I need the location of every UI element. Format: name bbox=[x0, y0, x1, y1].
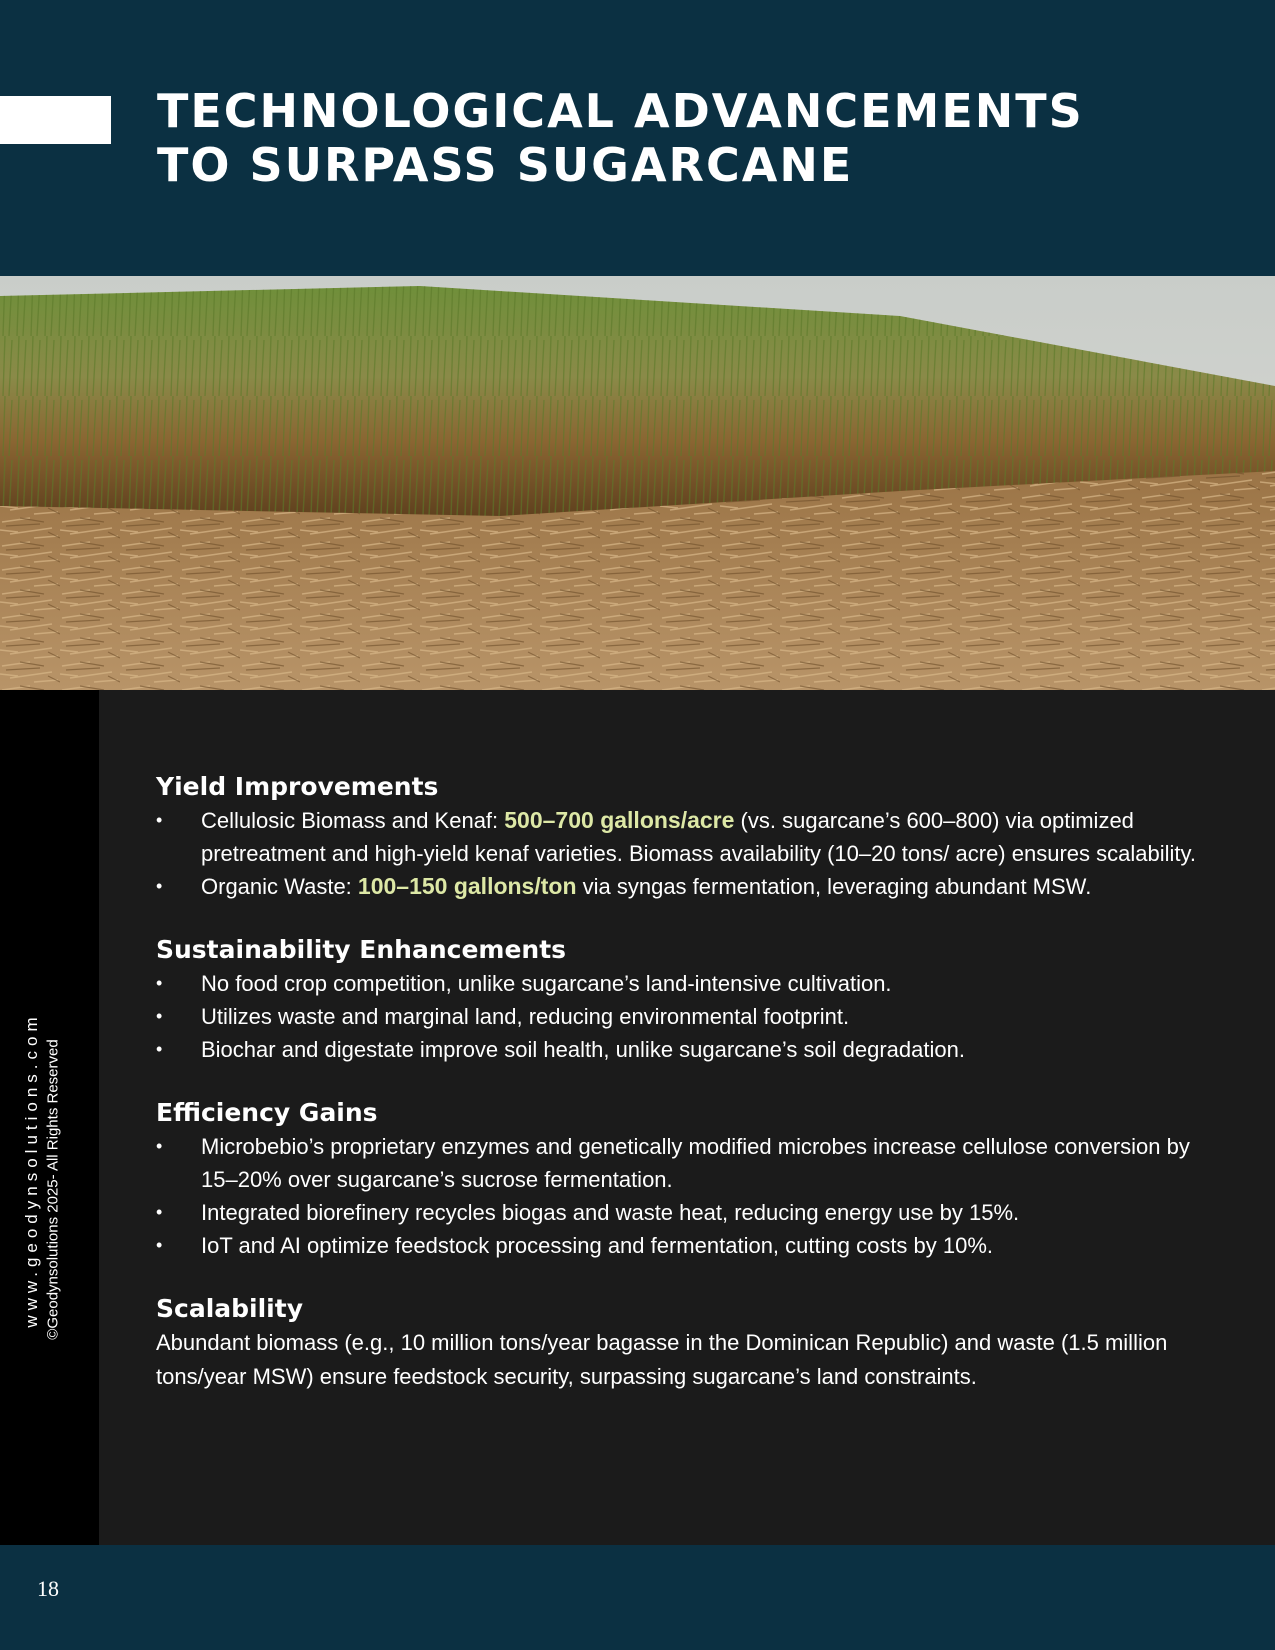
list-item bbox=[156, 1130, 1216, 1196]
page-number: 18 bbox=[37, 1576, 59, 1601]
item-text: Integrated biorefinery recycles biogas and waste heat, reducing energy use by 15%. bbox=[201, 1200, 1020, 1225]
bullet-icon: • bbox=[156, 1235, 163, 1255]
item-text: Biochar and digestate improve soil health, unlike sugarcane’s soil degradation. bbox=[201, 1037, 965, 1062]
section-yield bbox=[156, 770, 1216, 903]
list-item bbox=[156, 1196, 1216, 1229]
section-heading: Scalability bbox=[156, 1294, 303, 1323]
section-sustainability bbox=[156, 933, 1216, 1066]
item-text: Utilizes waste and marginal land, reducing environmental footprint. bbox=[201, 1004, 850, 1029]
bullet-list bbox=[156, 1130, 1216, 1262]
highlight-value: 100–150 gallons/ton bbox=[357, 873, 577, 899]
section-paragraph: Abundant biomass (e.g., 10 million tons/year bagasse in the Dominican Republic) and waste (1.5 million tons/year MSW) ensure feedstock security, surpassing sugarcane’s land constraints. bbox=[156, 1330, 1168, 1389]
bullet-icon: • bbox=[156, 810, 163, 830]
footer bbox=[0, 1545, 1275, 1650]
bullet-list bbox=[156, 804, 1216, 903]
bullet-list bbox=[156, 967, 1216, 1066]
copyright-notice: ©Geodynsolutions 2025- All Rights Reserved bbox=[44, 1039, 62, 1340]
item-text: Organic Waste: bbox=[201, 874, 358, 899]
list-item bbox=[156, 1033, 1216, 1066]
hero-image bbox=[0, 276, 1275, 690]
bullet-icon: • bbox=[156, 876, 163, 896]
section-heading: Efficiency Gains bbox=[156, 1098, 378, 1127]
section-efficiency bbox=[156, 1096, 1216, 1262]
bullet-icon: • bbox=[156, 1006, 163, 1026]
header bbox=[0, 0, 1275, 276]
list-item bbox=[156, 1229, 1216, 1262]
main-content bbox=[156, 770, 1216, 1424]
bullet-icon: • bbox=[156, 1202, 163, 1222]
item-text: via syngas fermentation, leveraging abundant MSW. bbox=[576, 874, 1092, 899]
list-item bbox=[156, 804, 1216, 870]
item-text: Cellulosic Biomass and Kenaf: bbox=[201, 808, 505, 833]
highlight-value: 500–700 gallons/acre bbox=[504, 807, 735, 833]
bullet-icon: • bbox=[156, 1136, 163, 1156]
item-text: (vs. sugarcane’s 600–800) via optimized pretreatment and high-yield kenaf varieties. Biomass availability (10–20 tons/ acre) ensures scalability. bbox=[201, 808, 1196, 866]
item-text: No food crop competition, unlike sugarcane’s land-intensive cultivation. bbox=[201, 971, 892, 996]
section-scalability bbox=[156, 1292, 1216, 1394]
bullet-icon: • bbox=[156, 1039, 163, 1059]
item-text: IoT and AI optimize feedstock processing and fermentation, cutting costs by 10%. bbox=[201, 1233, 994, 1258]
page-title: TECHNOLOGICAL ADVANCEMENTS TO SURPASS SUGARCANE bbox=[157, 84, 1084, 192]
list-item bbox=[156, 870, 1216, 903]
header-accent-bar bbox=[0, 96, 111, 144]
section-heading: Sustainability Enhancements bbox=[156, 935, 567, 964]
section-heading: Yield Improvements bbox=[156, 772, 439, 801]
sugarcane-field-photo-icon bbox=[0, 276, 1275, 690]
bullet-icon: • bbox=[156, 973, 163, 993]
website-url[interactable]: www.geodynsolutions.com bbox=[22, 1012, 41, 1328]
list-item bbox=[156, 967, 1216, 1000]
item-text: Microbebio’s proprietary enzymes and genetically modified microbes increase cellulose conversion by 15–20% over sugarcane’s sucrose fermentation. bbox=[201, 1134, 1190, 1192]
list-item bbox=[156, 1000, 1216, 1033]
